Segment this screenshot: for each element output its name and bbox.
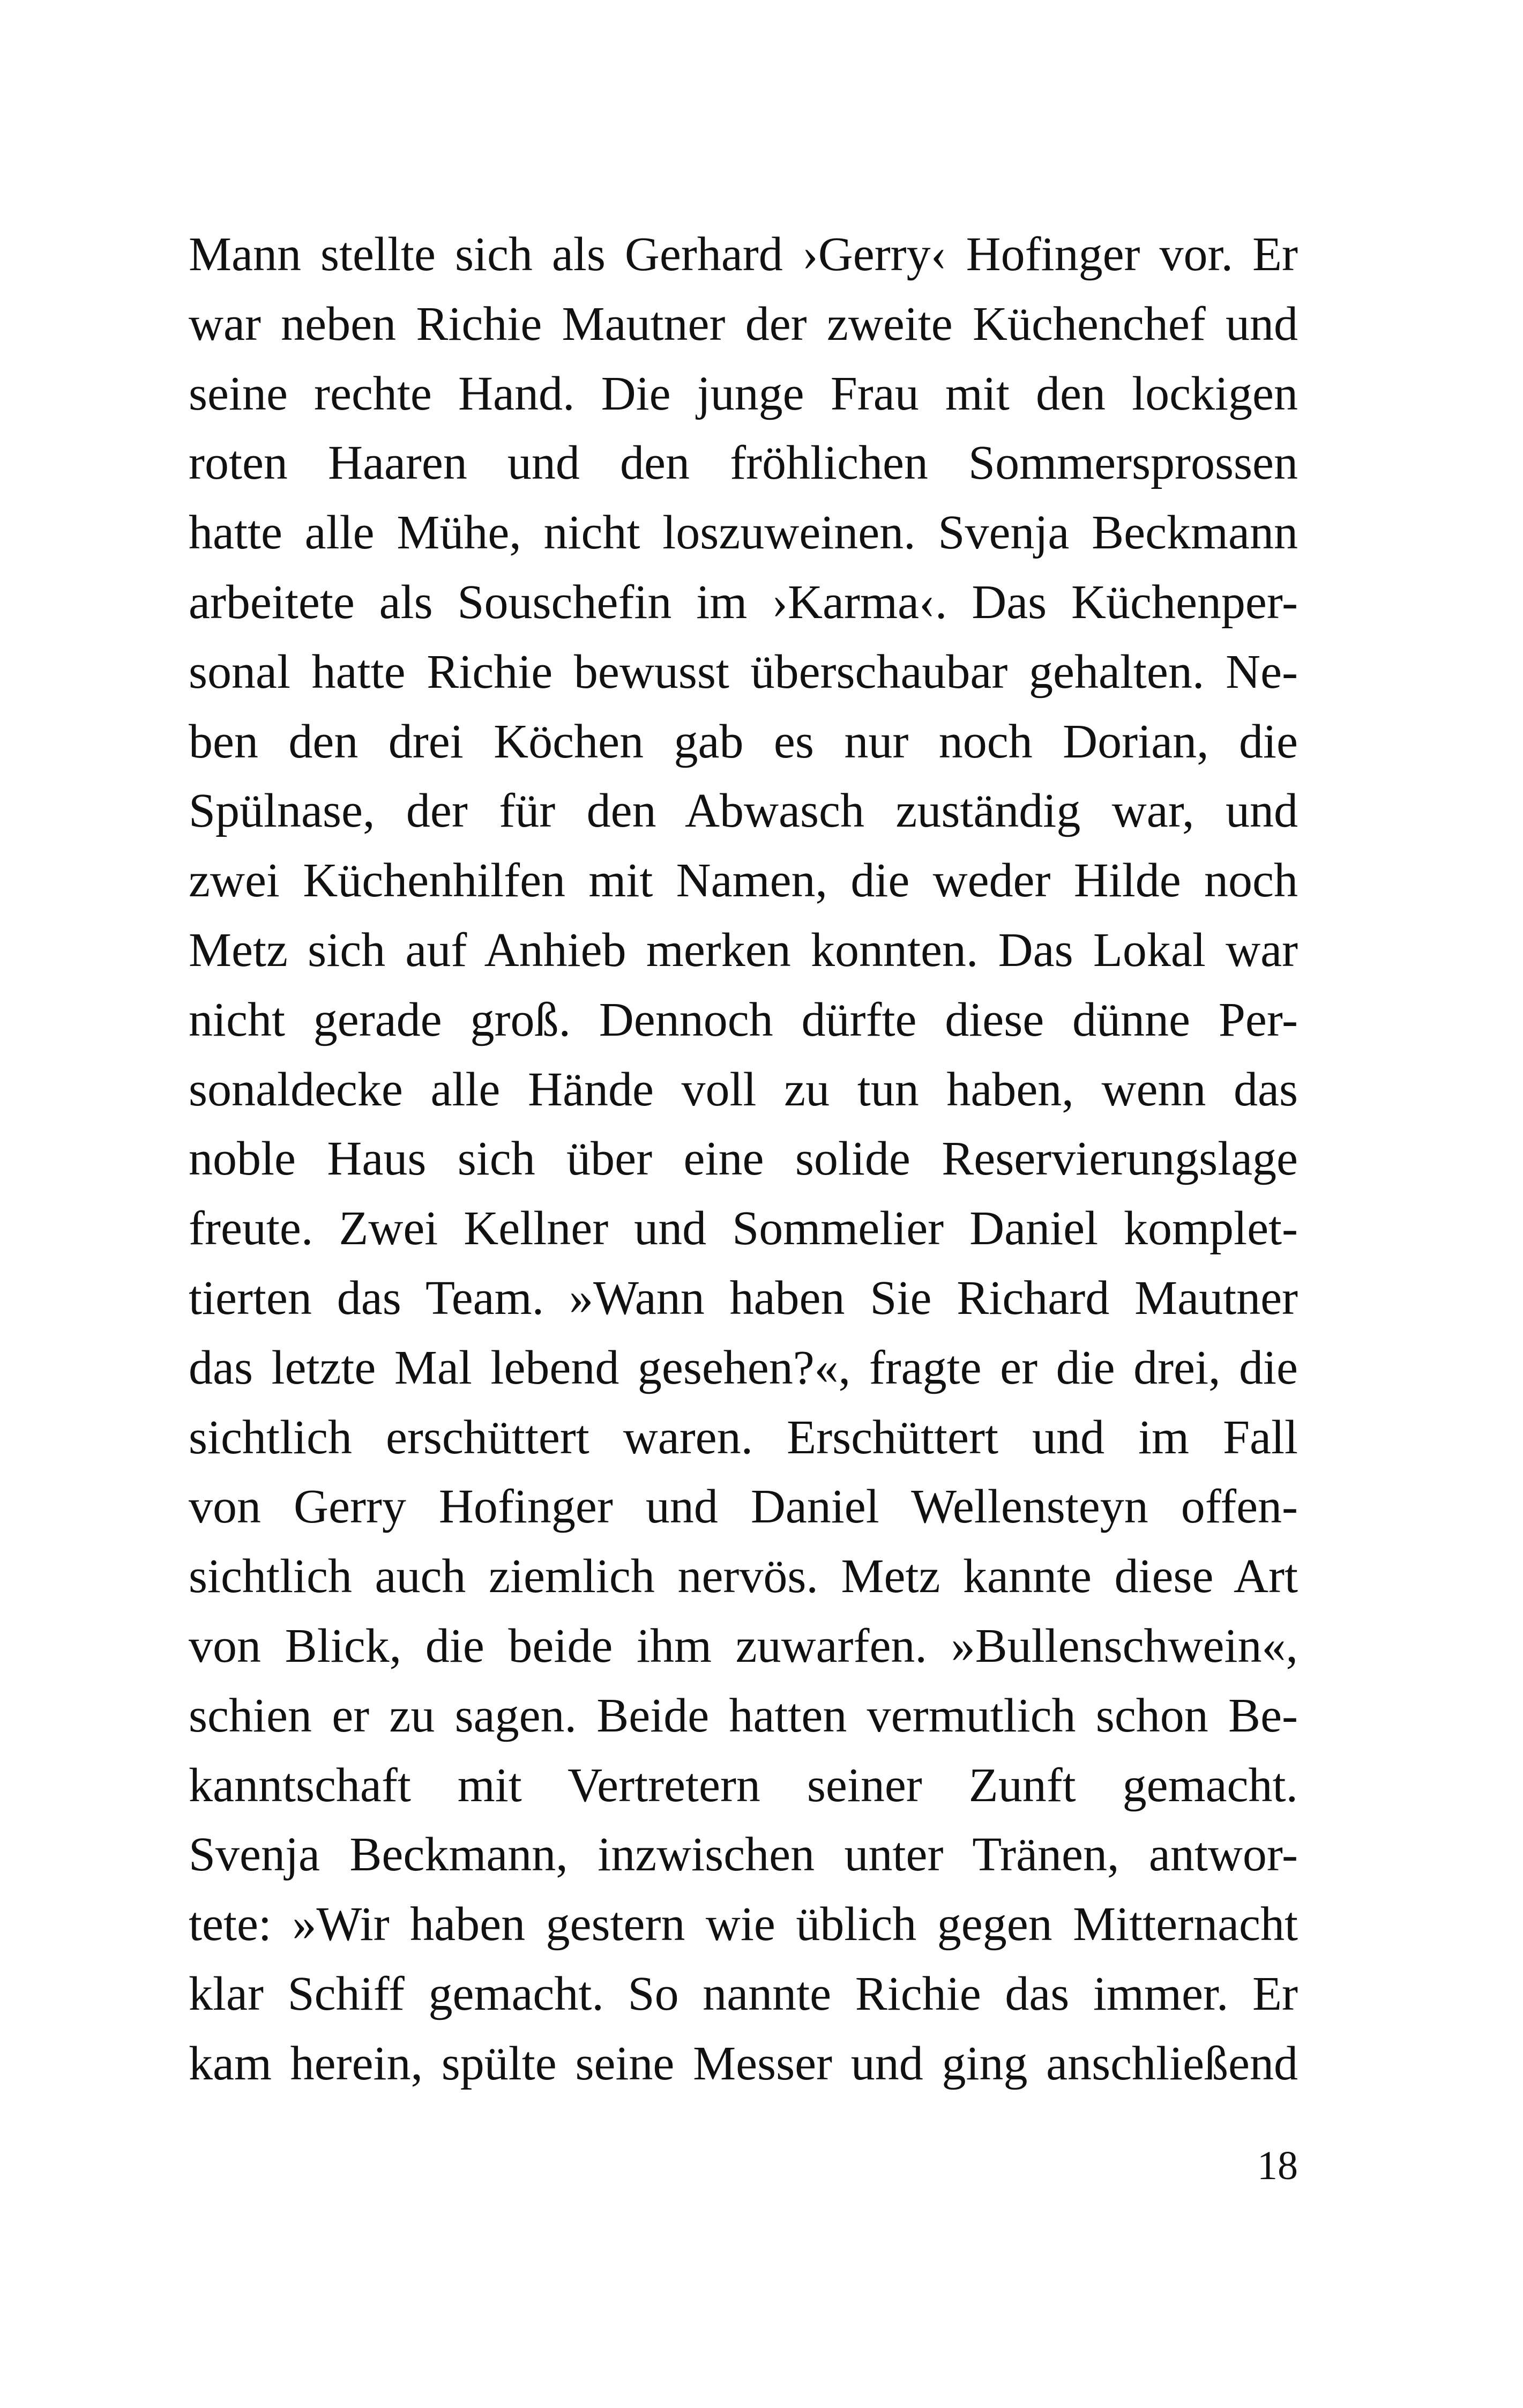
text-line: sonaldecke alle Hände voll zu tun haben, wenn das bbox=[189, 1062, 1298, 1116]
text-line: nicht gerade groß. Dennoch dürfte diese dünne Per- bbox=[189, 993, 1298, 1046]
text-line: roten Haaren und den fröhlichen Sommersprossen bbox=[189, 436, 1298, 490]
text-line: war neben Richie Mautner der zweite Küchenchef und bbox=[189, 297, 1298, 351]
text-line: zwei Küchenhilfen mit Namen, die weder Hilde noch bbox=[189, 854, 1298, 908]
text-line: Spülnase, der für den Abwasch zuständig war, und bbox=[189, 784, 1298, 838]
text-line: Mann stellte sich als Gerhard ›Gerry‹ Hofinger vor. Er bbox=[189, 228, 1298, 281]
text-line: Svenja Beckmann, inzwischen unter Tränen, antwor- bbox=[189, 1828, 1298, 1882]
text-line: sonal hatte Richie bewusst überschaubar gehalten. Ne- bbox=[189, 645, 1298, 698]
text-line: tete: »Wir haben gestern wie üblich gegen Mitternacht bbox=[189, 1898, 1298, 1951]
text-line: arbeitete als Souschefin im ›Karma‹. Das Küchenper- bbox=[189, 575, 1298, 629]
text-line: das letzte Mal lebend gesehen?«, fragte er die drei, die bbox=[189, 1341, 1298, 1394]
text-line: Metz sich auf Anhieb merken konnten. Das Lokal war bbox=[189, 923, 1298, 977]
text-line: hatte alle Mühe, nicht loszuweinen. Svenja Beckmann bbox=[189, 506, 1298, 560]
body-text bbox=[189, 220, 1298, 2099]
text-line: von Blick, die beide ihm zuwarfen. »Bullenschwein«, bbox=[189, 1619, 1298, 1673]
page-number: 18 bbox=[1257, 2143, 1298, 2188]
text-line: klar Schiff gemacht. So nannte Richie das immer. Er bbox=[189, 1967, 1298, 2020]
text-line: freute. Zwei Kellner und Sommelier Daniel komplet- bbox=[189, 1202, 1298, 1255]
text-line: tierten das Team. »Wann haben Sie Richard Mautner bbox=[189, 1271, 1298, 1325]
text-line: ben den drei Köchen gab es nur noch Dorian, die bbox=[189, 715, 1298, 768]
text-line: sichtlich erschüttert waren. Erschüttert und im Fall bbox=[189, 1410, 1298, 1464]
text-line: von Gerry Hofinger und Daniel Wellensteyn offen- bbox=[189, 1480, 1298, 1534]
text-line: noble Haus sich über eine solide Reservierungslage bbox=[189, 1132, 1298, 1186]
text-line: kanntschaft mit Vertretern seiner Zunft gemacht. bbox=[189, 1758, 1298, 1812]
text-line: seine rechte Hand. Die junge Frau mit den lockigen bbox=[189, 367, 1298, 420]
text-line: sichtlich auch ziemlich nervös. Metz kannte diese Art bbox=[189, 1550, 1298, 1603]
text-line: kam herein, spülte seine Messer und ging anschließend bbox=[189, 2037, 1298, 2090]
text-line: schien er zu sagen. Beide hatten vermutlich schon Be- bbox=[189, 1689, 1298, 1742]
